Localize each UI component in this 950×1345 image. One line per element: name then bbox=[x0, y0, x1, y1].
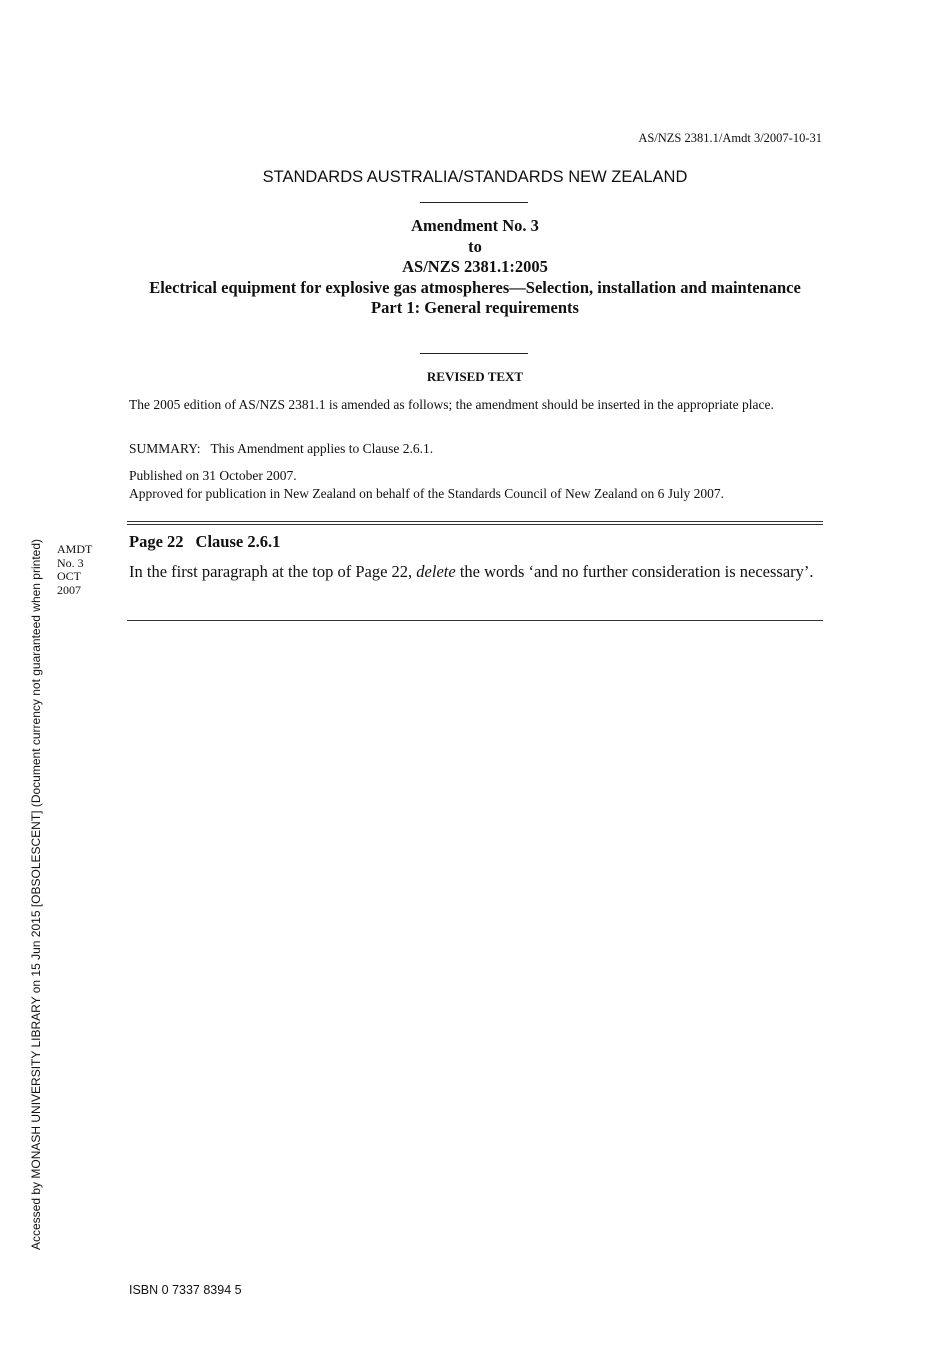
divider-top bbox=[420, 202, 528, 203]
summary-line bbox=[129, 440, 821, 458]
section-double-rule bbox=[127, 521, 823, 525]
section-bottom-rule bbox=[127, 620, 823, 621]
standard-part: Part 1: General requirements bbox=[371, 298, 579, 317]
summary-text: This Amendment applies to Clause 2.6.1. bbox=[210, 441, 434, 456]
amendment-margin-note bbox=[57, 543, 92, 597]
amendment-statement: The 2005 edition of AS/NZS 2381.1 is amended as follows; the amendment should be inserted in the appropriate place. bbox=[129, 397, 774, 412]
margin-note-year: 2007 bbox=[57, 582, 81, 597]
margin-note-number: No. 3 bbox=[57, 555, 84, 570]
approval-statement: Approved for publication in New Zealand on behalf of the Standards Council of New Zealand on 6 July 2007. bbox=[129, 486, 724, 501]
title-block bbox=[140, 216, 810, 319]
margin-note-amdt: AMDT bbox=[57, 542, 93, 556]
title-to: to bbox=[468, 236, 482, 256]
document-reference: AS/NZS 2381.1/Amdt 3/2007-10-31 bbox=[638, 131, 822, 145]
isbn: ISBN 0 7337 8394 5 bbox=[129, 1283, 242, 1297]
published-date: Published on 31 October 2007. bbox=[129, 468, 297, 483]
side-watermark: Accessed by MONASH UNIVERSITY LIBRARY on 15 Jun 2015 [OBSOLESCENT] (Document currency not guaranteed when printed) bbox=[29, 539, 43, 1250]
clause-heading bbox=[129, 532, 292, 552]
standard-subject: Electrical equipment for explosive gas atmospheres—Selection, installation and maintenance bbox=[149, 277, 801, 297]
summary-label: SUMMARY: bbox=[129, 441, 201, 456]
standard-number: AS/NZS 2381.1:2005 bbox=[402, 257, 548, 276]
clause-number: Clause 2.6.1 bbox=[195, 532, 281, 551]
divider-middle bbox=[420, 353, 528, 354]
revised-text-heading: REVISED TEXT bbox=[426, 369, 524, 384]
clause-text-before: In the first paragraph at the top of Page 22, bbox=[129, 562, 417, 581]
amendment-number: Amendment No. 3 bbox=[411, 216, 539, 235]
organization-heading: STANDARDS AUSTRALIA/STANDARDS NEW ZEALAND bbox=[262, 168, 688, 186]
clause-page: Page 22 bbox=[129, 532, 184, 551]
clause-body bbox=[129, 561, 821, 582]
margin-note-month: OCT bbox=[57, 569, 81, 583]
clause-text-delete: delete bbox=[416, 562, 456, 581]
clause-text-after: the words ‘and no further consideration is necessary’. bbox=[455, 562, 814, 581]
